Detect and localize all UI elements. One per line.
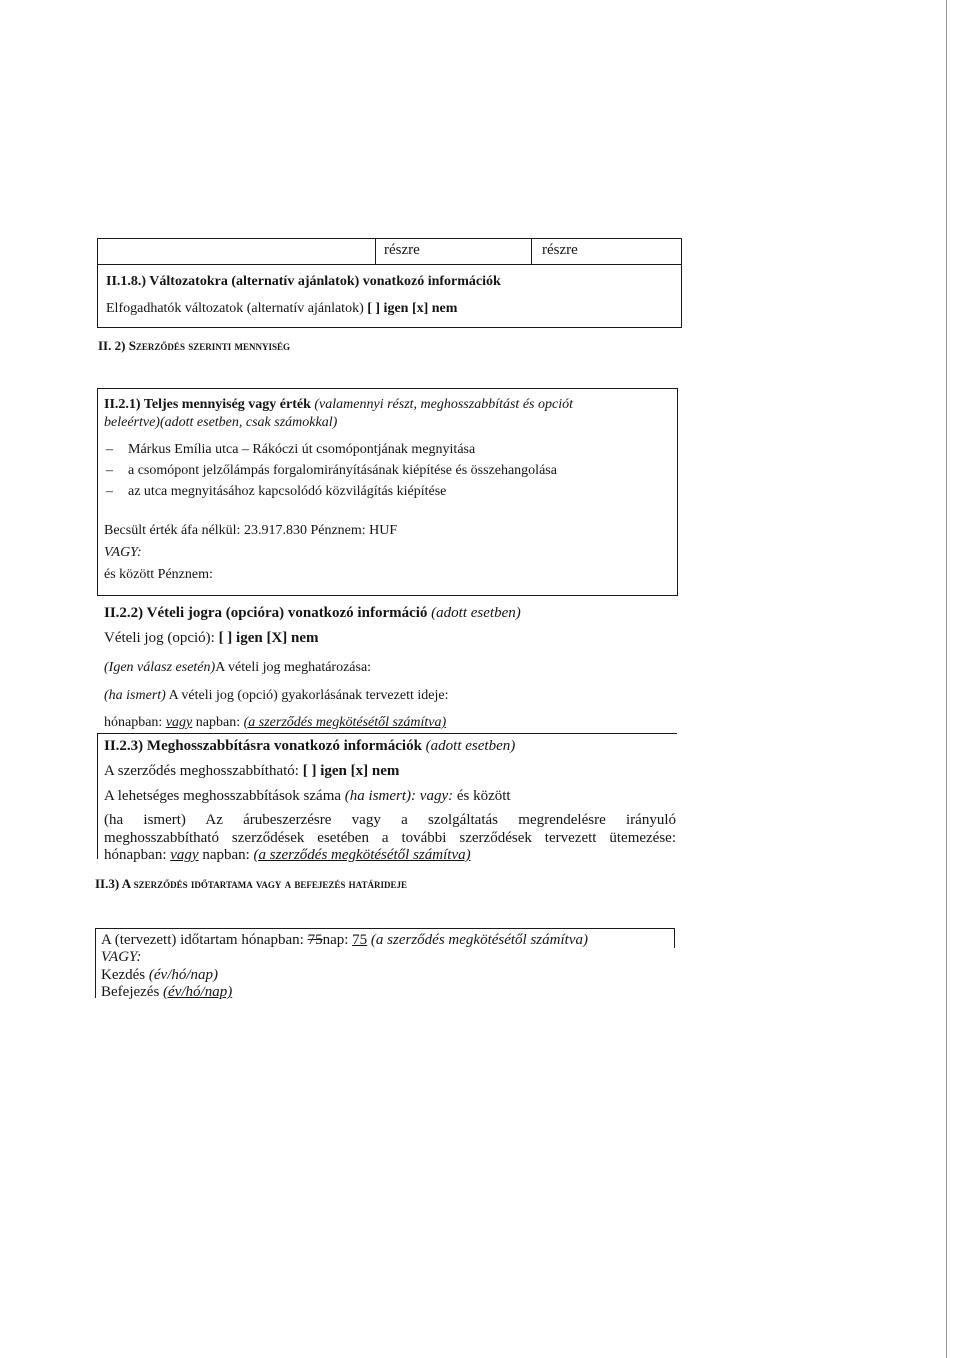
option-choices: [ ] igen [X] nem	[218, 630, 319, 646]
extension-paragraph-line-1: (ha ismert) Az árubeszerzésre vagy a szolgáltatás megrendelésre irányuló	[104, 812, 676, 828]
bullet-dash: –	[106, 442, 113, 457]
bullet-dash: –	[106, 463, 113, 478]
section-ii-2-1-title: II.2.1) Teljes mennyiség vagy érték (valamennyi részt, meghosszabbítást és opciót	[104, 397, 573, 412]
struck-value: 75	[307, 932, 323, 948]
section-ii-2-2-title: II.2.2) Vételi jogra (opcióra) vonatkozó információ (adott esetben)	[104, 605, 521, 621]
option-timing-line: (ha ismert) A vételi jog (opció) gyakorlásának tervezett ideje:	[104, 688, 449, 703]
vagy-label: VAGY:	[101, 949, 142, 965]
alternative-offers-options: [ ] igen [x] nem	[367, 301, 458, 316]
scan-edge-line	[946, 0, 947, 1358]
estimated-value: Becsült érték áfa nélkül: 23.917.830 Pénznem: HUF	[104, 523, 398, 538]
extension-period-line: hónapban: vagy napban: (a szerződés megkötésétől számítva)	[104, 847, 471, 863]
section-ii-2-3-title: II.2.3) Meghosszabbításra vonatkozó információk (adott esetben)	[104, 738, 516, 754]
start-date-line: Kezdés (év/hó/nap)	[101, 967, 219, 983]
option-period-line: hónapban: vagy napban: (a szerződés megkötésétől számítva)	[104, 715, 447, 730]
vagy-label: VAGY:	[104, 545, 142, 560]
alternative-offers-line: Elfogadhatók változatok (alternatív ajánlatok) [ ] igen [x] nem	[106, 301, 458, 316]
section-ii-2-1-subtitle: beleértve)(adott esetben, csak számokkal)	[104, 415, 338, 430]
table-cell-2: részre	[542, 242, 578, 258]
section-ii-3-heading: II.3) A szerződés időtartama vagy a befejezés határideje	[95, 876, 407, 891]
extension-choices: [ ] igen [x] nem	[302, 763, 400, 779]
extension-count-line: A lehetséges meghosszabbítások száma (ha ismert): vagy: és között	[104, 788, 511, 804]
option-definition-line: (Igen válasz esetén)A vételi jog meghatározása:	[104, 660, 372, 675]
list-item: a csomópont jelzőlámpás forgalomirányításának kiépítése és összehangolása	[128, 463, 557, 478]
list-item: Márkus Emília utca – Rákóczi út csomópontjának megnyitása	[128, 442, 476, 457]
table-cell-1: részre	[384, 242, 420, 258]
section-ii-1-8-title: II.1.8.) Változatokra (alternatív ajánlatok) vonatkozó információk	[106, 274, 501, 289]
extension-line: A szerződés meghosszabbítható: [ ] igen [x] nem	[104, 763, 400, 779]
end-date-line: Befejezés (év/hó/nap)	[101, 984, 233, 1000]
section-ii-2-heading: II. 2) Szerződés szerinti mennyiség	[98, 338, 290, 353]
extension-paragraph-line-2: meghosszabbítható szerződések esetében a további szerződések tervezett ütemezése:	[104, 830, 676, 846]
range-currency-line: és között Pénznem:	[104, 567, 213, 582]
duration-value: 75	[352, 932, 368, 948]
bullet-dash: –	[106, 484, 113, 499]
list-item: az utca megnyitásához kapcsolódó közvilágítás kiépítése	[128, 484, 447, 499]
planned-duration-line: A (tervezett) időtartam hónapban: 75nap: 75 (a szerződés megkötésétől számítva)	[101, 932, 588, 948]
option-line: Vételi jog (opció): [ ] igen [X] nem	[104, 630, 319, 646]
